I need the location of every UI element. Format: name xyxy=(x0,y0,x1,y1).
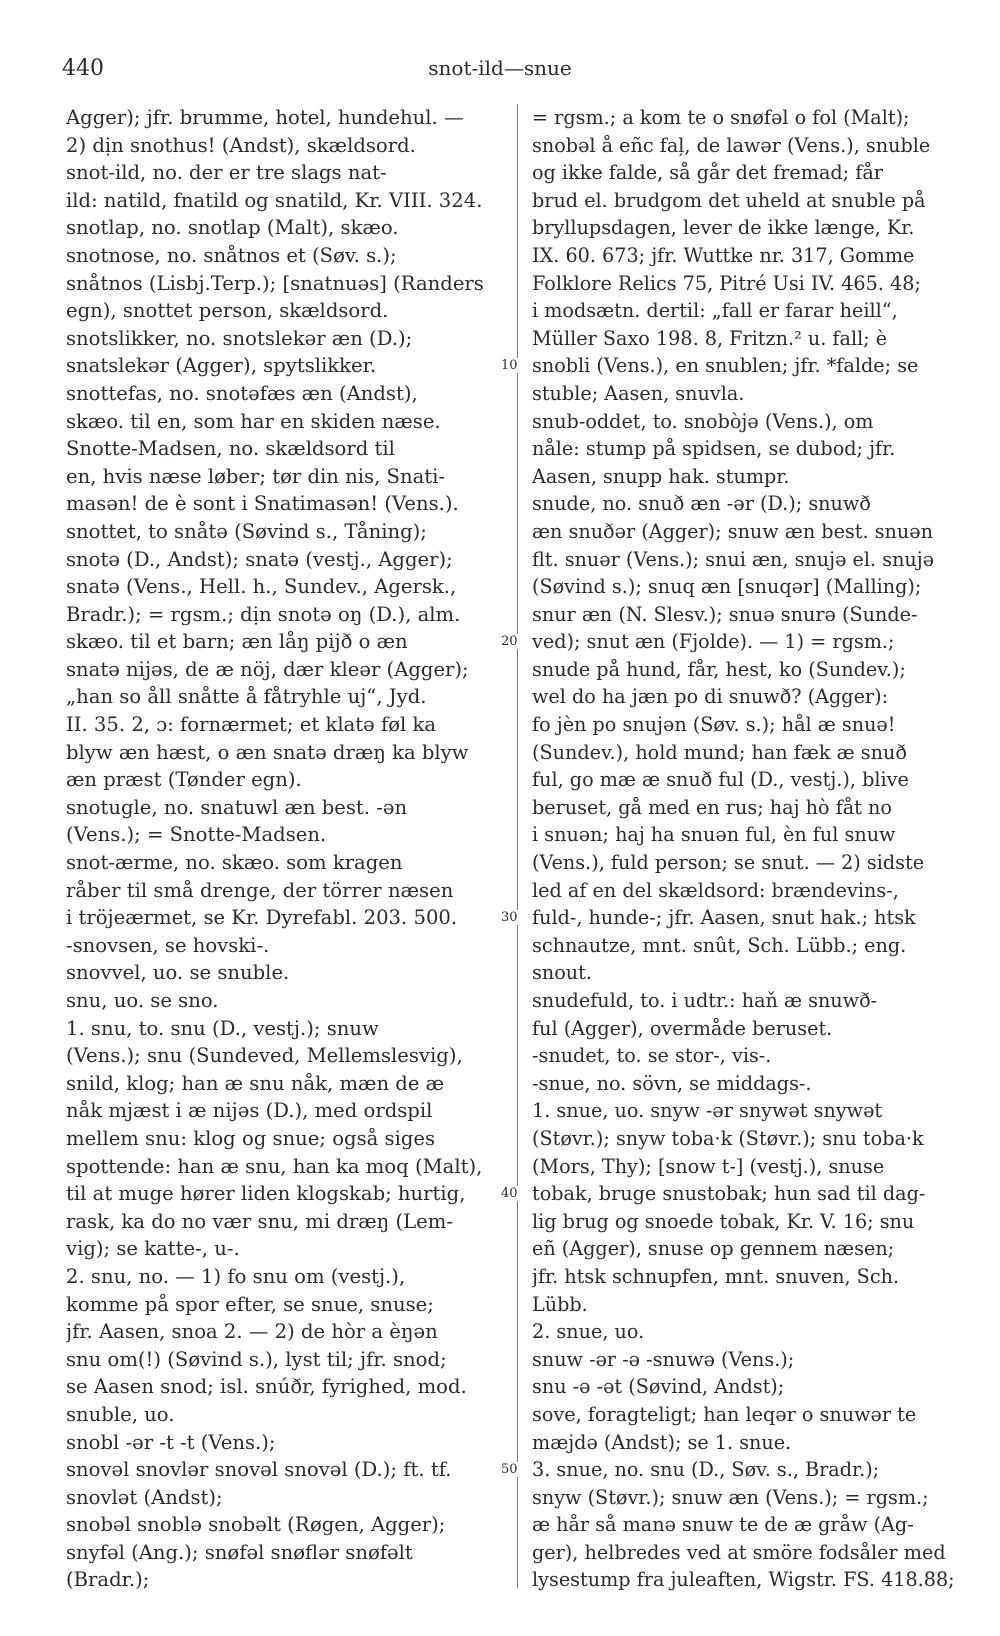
margin-line-number: 20 xyxy=(501,634,518,650)
text-line: Snotte-Madsen, no. skældsord til xyxy=(66,437,395,461)
text-line: snobli (Vens.), en snublen; jfr. *falde; se xyxy=(532,354,919,378)
text-line: fuld-, hunde-; jfr. Aasen, snut hak.; htsk xyxy=(532,906,916,930)
margin-line-number: 10 xyxy=(501,358,518,374)
text-line: snuble, uo. xyxy=(66,1402,175,1426)
text-line: snottet, to snåtə (Søvind s., Tåning); xyxy=(66,519,427,543)
text-line: æ hår så manə snuw te de æ gråw (Ag- xyxy=(532,1513,914,1537)
text-line: snot-ærme, no. skæo. som kragen xyxy=(66,851,403,875)
text-line: snur æn (N. Slesv.); snuə snurə (Sunde- xyxy=(532,602,918,626)
text-line: æn præst (Tønder egn). xyxy=(66,768,302,792)
text-line: snub-oddet, to. snobòjə (Vens.), om xyxy=(532,409,874,433)
text-line: (Sundev.), hold mund; han fæk æ snuð xyxy=(532,740,907,764)
text-line: snot-ild, no. der er tre slags nat- xyxy=(66,161,387,185)
text-line: snobl -ər -t -t (Vens.); xyxy=(66,1430,276,1454)
text-line: flt. snuər (Vens.); snui æn, snujə el. snujə xyxy=(532,547,935,571)
text-line: ved); snut æn (Fjolde). — 1) = rgsm.; xyxy=(532,630,895,654)
text-line: wel do ha jæn po di snuwð? (Agger): xyxy=(532,685,889,709)
text-line: beruset, gå med en rus; haj hò fåt no xyxy=(532,795,892,819)
text-line: II. 35. 2, ɔ: fornærmet; et klatə føl ka xyxy=(66,713,437,737)
text-line: Bradr.); = rgsm.; dịn snotə oŋ (D.), alm. xyxy=(66,602,461,626)
text-line: nåk mjæst i æ nijəs (D.), med ordspil xyxy=(66,1099,433,1123)
text-line: 2. snu, no. — 1) fo snu om (vestj.), xyxy=(66,1264,406,1288)
text-line: snobəl å eñc faļ, de lawər (Vens.), snuble xyxy=(532,133,931,157)
text-line: snotugle, no. snatuwl æn best. -ən xyxy=(66,795,408,819)
text-line: (Vens.), fuld person; se snut. — 2) sidste xyxy=(532,851,925,875)
text-line: snåtnos (Lisbj.Terp.); [snatnuəs] (Randers xyxy=(66,271,484,295)
text-line: jfr. htsk schnupfen, mnt. snuven, Sch. xyxy=(532,1264,900,1288)
text-line: snild, klog; han æ snu nåk, mæn de æ xyxy=(66,1071,445,1095)
text-line: (Mors, Thy); [snow t-] (vestj.), snuse xyxy=(532,1154,885,1178)
text-line: ger), helbredes ved at smöre fodsåler med xyxy=(532,1540,946,1564)
text-line: snu, uo. se sno. xyxy=(66,989,219,1012)
text-line: -snue, no. sövn, se middags-. xyxy=(532,1071,812,1095)
text-line: (Vens.); snu (Sundeved, Mellemslesvig), xyxy=(66,1044,463,1068)
text-line: snovvel, uo. se snuble. xyxy=(66,961,290,985)
text-line: 1. snue, uo. snyw -ər snywət snywət xyxy=(532,1099,883,1123)
text-line: snotnose, no. snåtnos et (Søv. s.); xyxy=(66,243,397,267)
text-line: i modsætn. dertil: „fall er farar heill“, xyxy=(532,299,898,323)
text-line: Müller Saxo 198. 8, Fritzn.² u. fall; è xyxy=(532,326,888,350)
text-line: snuw -ər -ə -snuwə (Vens.); xyxy=(532,1347,795,1371)
text-line: = rgsm.; a kom te o snøfəl o fol (Malt); xyxy=(532,106,910,129)
text-line: Agger); jfr. brumme, hotel, hundehul. — xyxy=(66,106,464,129)
text-line: 1. snu, to. snu (D., vestj.); snuw xyxy=(66,1016,379,1040)
text-line: ful (Agger), overmåde beruset. xyxy=(532,1016,833,1040)
text-line: nåle: stump på spidsen, se dubod; jfr. xyxy=(532,437,896,461)
text-line: snout. xyxy=(532,961,592,985)
text-line: brud el. brudgom det uheld at snuble på xyxy=(532,188,926,212)
text-line: snyw (Støvr.); snuw æn (Vens.); = rgsm.; xyxy=(532,1485,929,1509)
column-divider xyxy=(517,104,518,1588)
page-number: 440 xyxy=(62,56,104,81)
text-line: spottende: han æ snu, han ka moq (Malt), xyxy=(66,1154,483,1178)
text-line: eñ (Agger), snuse op gennem næsen; xyxy=(532,1237,895,1261)
text-line: (Vens.); = Snotte-Madsen. xyxy=(66,823,327,847)
text-line: (Bradr.); xyxy=(66,1568,150,1592)
text-line: Aasen, snupp hak. stumpr. xyxy=(532,464,790,488)
text-line: snatə (Vens., Hell. h., Sundev., Agersk., xyxy=(66,575,457,599)
text-line: led af en del skældsord: brændevins-, xyxy=(532,878,899,902)
text-line: en, hvis næse løber; tør din nis, Snati- xyxy=(66,464,446,488)
text-line: snotlap, no. snotlap (Malt), skæo. xyxy=(66,216,399,240)
text-line: komme på spor efter, se snue, snuse; xyxy=(66,1292,434,1316)
text-line: -snudet, to. se stor-, vis-. xyxy=(532,1044,772,1068)
text-line: se Aasen snod; isl. snúðr, fyrighed, mod. xyxy=(66,1375,467,1399)
text-line: -snovsen, se hovski-. xyxy=(66,933,270,957)
text-line: bryllupsdagen, lever de ikke længe, Kr. xyxy=(532,216,915,240)
text-line: masən! de è sont i Snatimasən! (Vens.). xyxy=(66,492,459,516)
text-line: i snuən; haj ha snuən ful, èn ful snuw xyxy=(532,823,896,847)
text-line: sove, foragteligt; han leqər o snuwər te xyxy=(532,1402,917,1426)
text-line: snyfəl (Ang.); snøfəl snøflər snøfəlt xyxy=(66,1540,413,1564)
text-line: 2) dịn snothus! (Andst), skældsord. xyxy=(66,133,416,157)
text-line: rask, ka do no vær snu, mi dræŋ (Lem- xyxy=(66,1209,453,1233)
text-line: IX. 60. 673; jfr. Wuttke nr. 317, Gomme xyxy=(532,243,915,267)
text-line: snude, no. snuð æn -ər (D.); snuwð xyxy=(532,492,871,516)
text-line: lig brug og snoede tobak, Kr. V. 16; snu xyxy=(532,1209,915,1233)
text-line: schnautze, mnt. snût, Sch. Lübb.; eng. xyxy=(532,933,907,957)
text-line: skæo. til en, som har en skiden næse. xyxy=(66,409,441,433)
text-line: snatslekər (Agger), spytslikker. xyxy=(66,354,377,378)
text-line: egn), snottet person, skældsord. xyxy=(66,299,389,323)
text-line: mellem snu: klog og snue; også siges xyxy=(66,1126,436,1150)
text-line: snudefuld, to. i udtr.: haň æ snuwð- xyxy=(532,989,878,1012)
text-line: snude på hund, får, hest, ko (Sundev.); xyxy=(532,657,906,681)
margin-line-number: 30 xyxy=(501,910,518,926)
text-line: 3. snue, no. snu (D., Søv. s., Bradr.); xyxy=(532,1458,880,1482)
text-line: (Støvr.); snyw toba·k (Støvr.); snu toba·k xyxy=(532,1126,924,1150)
text-line: snobəl snoblə snobəlt (Røgen, Agger); xyxy=(66,1513,446,1537)
text-line: jfr. Aasen, snoa 2. — 2) de hòr a èŋən xyxy=(66,1320,438,1344)
text-line: snatə nijəs, de æ nöj, dær kleər (Agger); xyxy=(66,657,469,681)
text-line: Folklore Relics 75, Pitré Usi IV. 465. 48; xyxy=(532,271,921,295)
text-line: fo jèn po snujən (Søv. s.); hål æ snuə! xyxy=(532,713,896,737)
text-line: mæjdə (Andst); se 1. snue. xyxy=(532,1430,792,1454)
text-line: lysestump fra juleaften, Wigstr. FS. 418.88; xyxy=(532,1568,955,1592)
margin-line-number: 50 xyxy=(501,1462,518,1478)
right-column xyxy=(532,104,972,1594)
text-line: stuble; Aasen, snuvla. xyxy=(532,381,745,405)
text-line: Lübb. xyxy=(532,1292,588,1316)
text-line: råber til små drenge, der törrer næsen xyxy=(66,878,454,902)
text-line: blyw æn hæst, o æn snatə dræŋ ka blyw xyxy=(66,740,469,764)
text-line: ild: natild, fnatild og snatild, Kr. VIII. 324. xyxy=(66,188,483,212)
text-line: snottefas, no. snotəfæs æn (Andst), xyxy=(66,381,418,405)
running-head: snot-ild—snue xyxy=(428,56,572,80)
text-line: snu om(!) (Søvind s.), lyst til; jfr. snod; xyxy=(66,1347,447,1371)
text-line: 2. snue, uo. xyxy=(532,1320,645,1344)
margin-line-number: 40 xyxy=(501,1186,518,1202)
text-line: „han so åll snåtte å fåtryhle uj“, Jyd. xyxy=(66,685,427,709)
text-line: tobak, bruge snustobak; hun sad til dag- xyxy=(532,1182,926,1206)
text-line: til at muge hører liden klogskab; hurtig, xyxy=(66,1182,466,1206)
text-line: snovlət (Andst); xyxy=(66,1485,223,1509)
text-line: snotslikker, no. snotslekər æn (D.); xyxy=(66,326,413,350)
text-line: snu -ə -ət (Søvind, Andst); xyxy=(532,1375,785,1399)
text-line: og ikke falde, så går det fremad; får xyxy=(532,161,883,185)
left-column xyxy=(66,104,506,1594)
text-line: snovəl snovlər snovəl snovəl (D.); ft. tf. xyxy=(66,1458,452,1482)
text-line: snotə (D., Andst); snatə (vestj., Agger); xyxy=(66,547,453,571)
text-line: skæo. til et barn; æn låŋ pijð o æn xyxy=(66,630,408,654)
text-line: æn snuðər (Agger); snuw æn best. snuən xyxy=(532,519,933,543)
text-line: (Søvind s.); snuq æn [snuqər] (Malling); xyxy=(532,575,922,599)
text-line: ful, go mæ æ snuð ful (D., vestj.), blive xyxy=(532,768,909,792)
text-line: i tröjeærmet, se Kr. Dyrefabl. 203. 500. xyxy=(66,906,458,930)
text-line: vig); se katte-, u-. xyxy=(66,1237,240,1261)
